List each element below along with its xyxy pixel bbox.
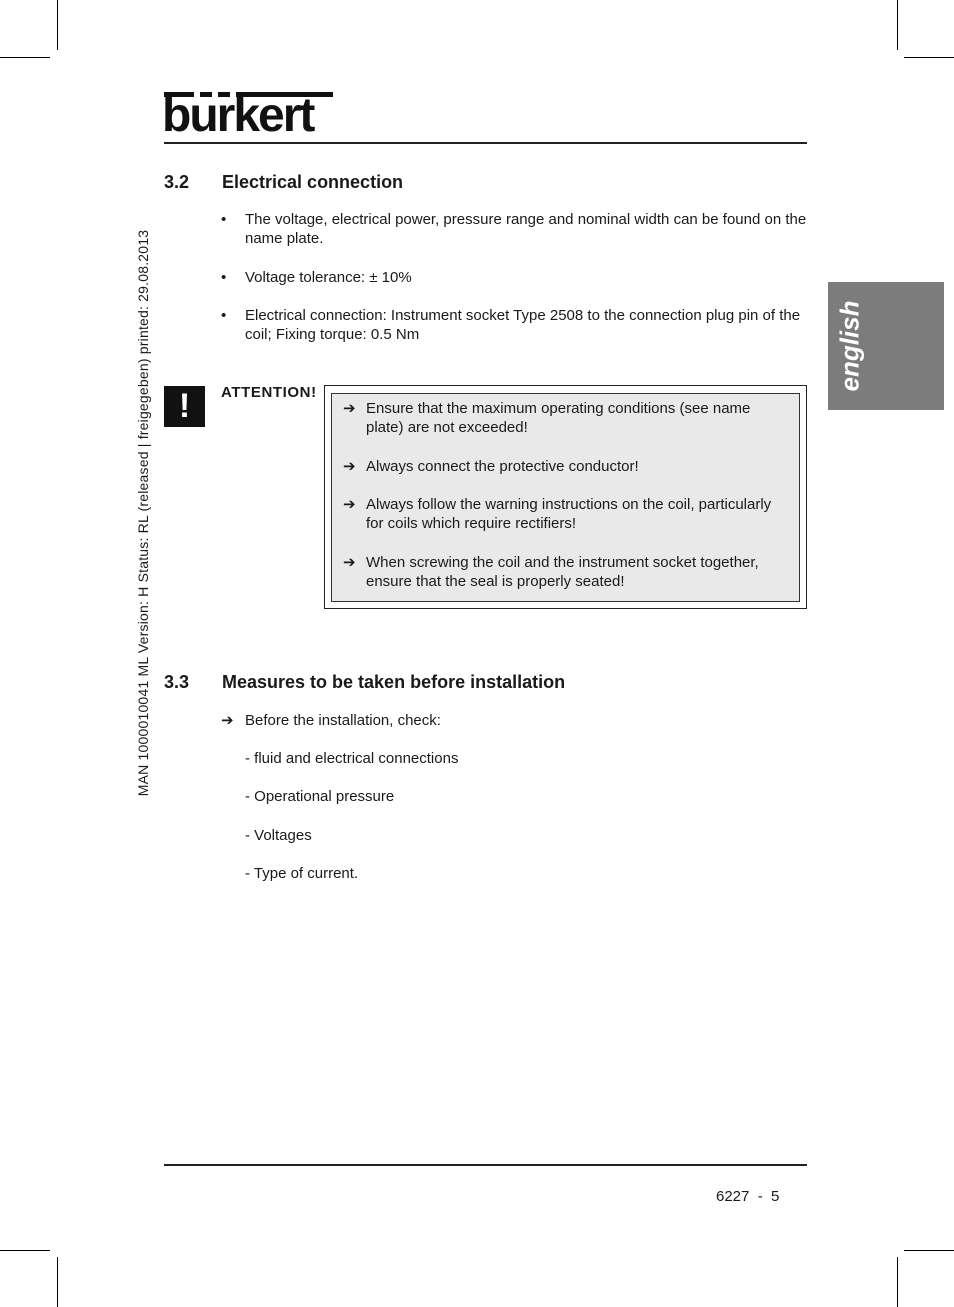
crop-mark xyxy=(904,57,954,58)
burkert-logo xyxy=(162,89,334,142)
attention-text: Always connect the protective conductor! xyxy=(366,458,639,475)
crop-mark xyxy=(0,1250,50,1251)
section-number: 3.3 xyxy=(164,672,190,692)
attention-text: When screwing the coil and the instrument socket together, ensure that the seal is properly seated! xyxy=(366,554,759,590)
section-title: Measures to be taken before installation xyxy=(222,672,566,692)
check-item: - Operational pressure xyxy=(245,788,395,805)
section-number: 3.2 xyxy=(164,172,190,192)
attention-label: ATTENTION! xyxy=(221,384,317,401)
arrow-right-icon: ➔ xyxy=(343,496,356,513)
crop-mark xyxy=(897,1257,898,1307)
crop-mark xyxy=(57,0,58,50)
bullet-text: Electrical connection: Instrument socket Type 2508 to the connection plug pin of the coil; Fixing torque: 0.5 Nm xyxy=(245,307,801,343)
bullet-text: Voltage tolerance: ± 10% xyxy=(245,269,412,286)
install-intro-text: Before the installation, check: xyxy=(245,712,441,729)
check-item: - Voltages xyxy=(245,827,312,844)
bullet-dot: • xyxy=(221,307,227,324)
bullet-text: The voltage, electrical power, pressure range and nominal width can be found on the name plate. xyxy=(245,211,807,247)
crop-mark xyxy=(904,1250,954,1251)
page-number: 6227 - 5 xyxy=(716,1188,780,1205)
crop-mark xyxy=(57,1257,58,1307)
attention-text: Ensure that the maximum operating conditions (see name plate) are not exceeded! xyxy=(366,400,751,436)
crop-mark xyxy=(0,57,50,58)
language-tab-label: english xyxy=(834,300,865,392)
logo-text: burkert xyxy=(162,89,314,142)
exclamation-icon xyxy=(164,386,205,427)
arrow-right-icon: ➔ xyxy=(343,554,356,571)
crop-mark xyxy=(897,0,898,50)
bullet-dot: • xyxy=(221,211,227,228)
arrow-right-icon: ➔ xyxy=(343,400,356,417)
section-title: Electrical connection xyxy=(222,172,404,192)
language-tab xyxy=(828,282,944,410)
exclamation-symbol: ! xyxy=(178,387,191,425)
arrow-right-icon: ➔ xyxy=(221,712,234,729)
header-rule xyxy=(164,142,807,144)
footer-rule xyxy=(164,1164,807,1166)
bullet-dot: • xyxy=(221,269,227,286)
arrow-right-icon: ➔ xyxy=(343,458,356,475)
check-item: - Type of current. xyxy=(245,865,359,882)
document-info: MAN 1000010041 ML Version: H Status: RL (released | freigegeben) printed: 29.08.2013 xyxy=(135,229,151,797)
attention-text: Always follow the warning instructions on the coil, particularly for coils which require rectifiers! xyxy=(366,496,772,532)
check-item: - fluid and electrical connections xyxy=(245,750,459,767)
